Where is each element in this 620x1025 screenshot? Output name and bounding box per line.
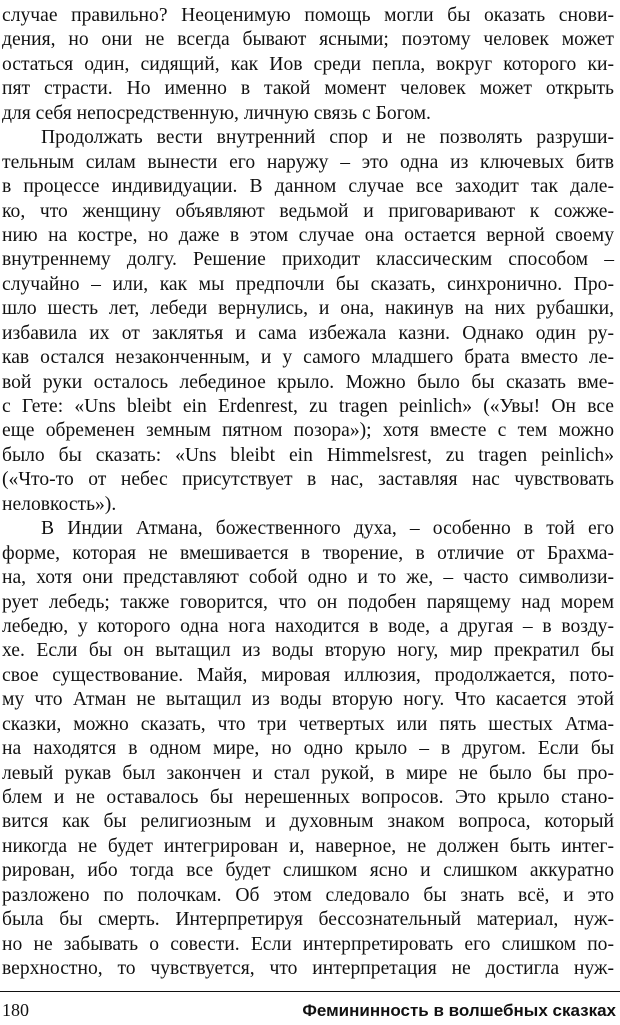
text-line: тельным силам вынести его наружу – это одна из ключевых битв <box>2 151 614 173</box>
text-line: случае правильно? Неоценимую помощь могли бы оказать снови- <box>2 5 614 26</box>
text-line: разложено по полочкам. Об этом следовало бы знать всё, и это <box>2 884 614 906</box>
text-line: на, хотя они представляют собой одно и то же, – часто символизи- <box>2 567 614 589</box>
text-line: Продолжать вести внутренний спор и не позволять разруши- <box>41 127 614 149</box>
running-title: Фемининность в волшебных сказках <box>302 1001 616 1020</box>
text-line: верхностно, то чувствуется, что интерпретация не достигла нуж- <box>2 958 614 980</box>
text-line: В Индии Атмана, божественного духа, – особенно в той его <box>41 518 614 540</box>
text-line: («Что-то от небес присутствует в нас, заставляя нас чувствовать <box>2 469 614 491</box>
body-text <box>2 4 614 982</box>
text-line: блем и не оставалось бы нерешенных вопросов. Это крыло стано- <box>2 787 614 808</box>
text-line: для себя непосредственную, личную связь с Богом. <box>2 102 431 124</box>
text-line: нию на костре, но даже в этом случае она остается верной своему <box>2 224 614 246</box>
text-line: было бы сказать: «Uns bleibt ein Himmelsrest, zu tragen peinlich» <box>2 444 614 466</box>
page-number: 180 <box>2 1000 29 1020</box>
text-line: му что Атман не вытащил из воды вторую ногу. Что касается этой <box>2 689 614 711</box>
text-line: пят страсти. Но именно в такой момент человек может открыть <box>2 78 614 100</box>
text-line: свое существование. Майя, мировая иллюзия, продолжается, пото- <box>2 664 614 686</box>
text-line: в процессе индивидуации. В данном случае все заходит так дале- <box>2 176 614 198</box>
text-line: с Гете: «Uns bleibt ein Erdenrest, zu tragen peinlich» («Увы! Он все <box>2 396 614 417</box>
text-line: шло шесть лет, лебеди вернулись, и она, накинув на них рубашки, <box>2 298 614 320</box>
text-line: рует лебедь; также говорится, что он подобен парящему над морем <box>2 591 614 613</box>
text-line: сказки, можно сказать, что три четвертых или пять шестых Атма- <box>2 713 614 735</box>
text-line: ко, что женщину объявляют ведьмой и приговаривают к сожже- <box>2 200 614 222</box>
text-line: вится как бы религиозным и духовным знаком вопроса, который <box>2 811 614 833</box>
text-line: дения, но они не всегда бывают ясными; поэтому человек может <box>2 29 614 51</box>
text-line: неловкость»). <box>2 493 117 515</box>
text-line: но не забывать о совести. Если интерпретировать его слишком по- <box>2 933 614 955</box>
text-line: еще обременен земным пятном позора»); хотя вместе с тем можно <box>2 420 614 442</box>
text-line: форме, которая не вмешивается в творение, в отличие от Брахма- <box>2 542 614 564</box>
text-line: случайно – или, как мы предпочли бы сказать, синхронично. Про- <box>2 273 614 295</box>
text-line: вой руки осталось лебединое крыло. Можно было бы сказать вме- <box>2 371 614 393</box>
text-line: лебедю, у которого одна нога находится в воде, а другая – в возду- <box>2 615 614 637</box>
text-line: хе. Если бы он вытащил из воды вторую ногу, мир прекратил бы <box>2 640 614 662</box>
text-line: была бы смерть. Интерпретируя бессознательный материал, нуж- <box>2 909 614 931</box>
text-line: кав остался незаконченным, и у самого младшего брата вместо ле- <box>2 347 614 369</box>
text-line: левый рукав был закончен и стал рукой, в мире не было бы про- <box>2 762 614 784</box>
text-line: внутреннему долгу. Решение приходит классическим способом – <box>2 249 614 271</box>
text-line: остаться один, сидящий, как Иов среди пепла, вокруг которого ки- <box>2 53 614 75</box>
text-line: избавила их от заклятья и сама избежала казни. Однако один ру- <box>2 322 614 344</box>
footer-divider <box>0 991 620 992</box>
text-line: никогда не будет интегрирован и, наверное, не должен быть интег- <box>2 835 614 857</box>
text-line: на находятся в одном мире, но одно крыло – в другом. Если бы <box>2 738 614 760</box>
text-line: рирован, ибо тогда все будет слишком ясно и слишком аккуратно <box>2 860 614 882</box>
